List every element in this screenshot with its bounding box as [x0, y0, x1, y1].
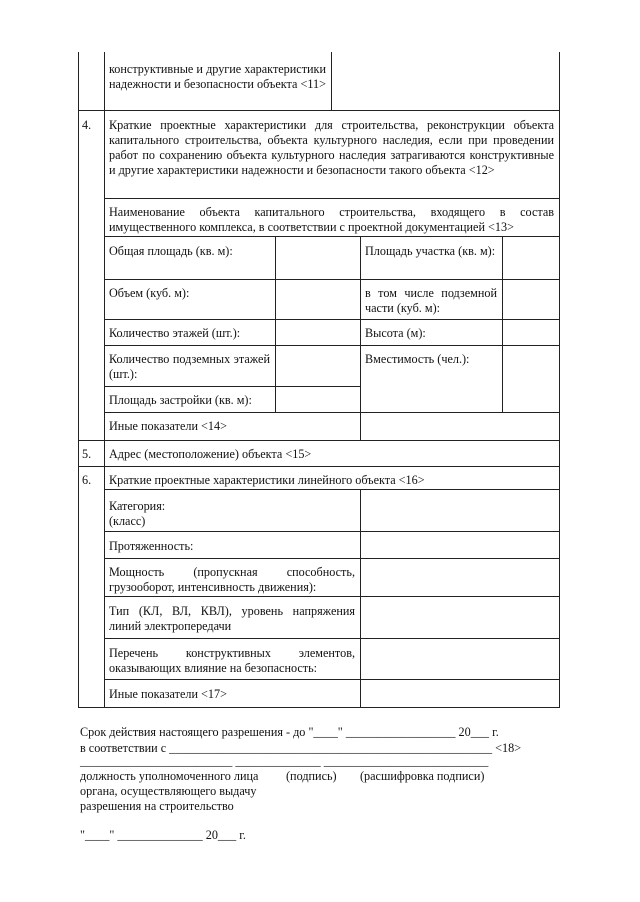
signature-underline: _________________________ ______________ ___________________________ [80, 754, 489, 768]
signature-caption: (подпись) [286, 769, 337, 783]
footprint-label: Площадь застройки (кв. м): [109, 393, 252, 407]
section-number-6: 6. [82, 473, 92, 487]
address-label: Адрес (местоположение) объекта <15> [109, 447, 312, 461]
plot-area-label: Площадь участка (кв. м): [365, 244, 496, 258]
underground-volume-label: в том числе подземной части (куб. м): [365, 286, 497, 315]
floors-label: Количество этажей (шт.): [109, 326, 241, 340]
volume-label: Объем (куб. м): [109, 286, 190, 300]
decryption-caption: (расшифровка подписи) [360, 769, 485, 783]
section6-title: Краткие проектные характеристики линейного объекта <16> [109, 473, 425, 487]
length-label: Протяженность: [109, 539, 194, 553]
validity-line: Срок действия настоящего разрешения - до "____" __________________ 20___ г. [80, 725, 499, 739]
total-area-label: Общая площадь (кв. м): [109, 244, 233, 258]
height-label: Высота (м): [365, 326, 426, 340]
section-number-5: 5. [82, 447, 92, 461]
position-caption: должность уполномоченного лица органа, осуществляющего выдачу разрешения на строительство [80, 769, 259, 813]
other-indicators-6-label: Иные показатели <17> [109, 687, 227, 701]
complex-name-label: Наименование объекта капитального строительства, входящего в состав имущественного комплекса, в соответствии с проектной документацией <13> [109, 205, 554, 234]
other-indicators-label: Иные показатели <14> [109, 419, 227, 433]
capacity-label: Вместимость (чел.): [365, 352, 470, 366]
date-line: "____" ______________ 20___ г. [80, 828, 246, 842]
accordance-line: в соответствии с _____________________________________________________ <18> [80, 741, 522, 755]
structural-elements-label: Перечень конструктивных элементов, оказывающих влияние на безопасность: [109, 646, 355, 675]
reliability-label: конструктивные и другие характеристики надежности и безопасности объекта <11> [109, 62, 326, 91]
category-label: Категория: (класс) [109, 499, 166, 528]
section-number-4: 4. [82, 118, 92, 132]
power-label: Мощность (пропускная способность, грузооборот, интенсивность движения): [109, 565, 355, 594]
section4-title: Краткие проектные характеристики для строительства, реконструкции объекта капитального строительства, объекта культурного наследия, если при проведении работ по сохранению объекта культурного наследия затрагиваются конструктивные и другие характеристики надежности и безопасности такого объекта <12> [109, 118, 554, 177]
line-type-label: Тип (КЛ, ВЛ, КВЛ), уровень напряжения линий электропередачи [109, 604, 355, 633]
underground-floors-label: Количество подземных этажей (шт.): [109, 352, 270, 381]
